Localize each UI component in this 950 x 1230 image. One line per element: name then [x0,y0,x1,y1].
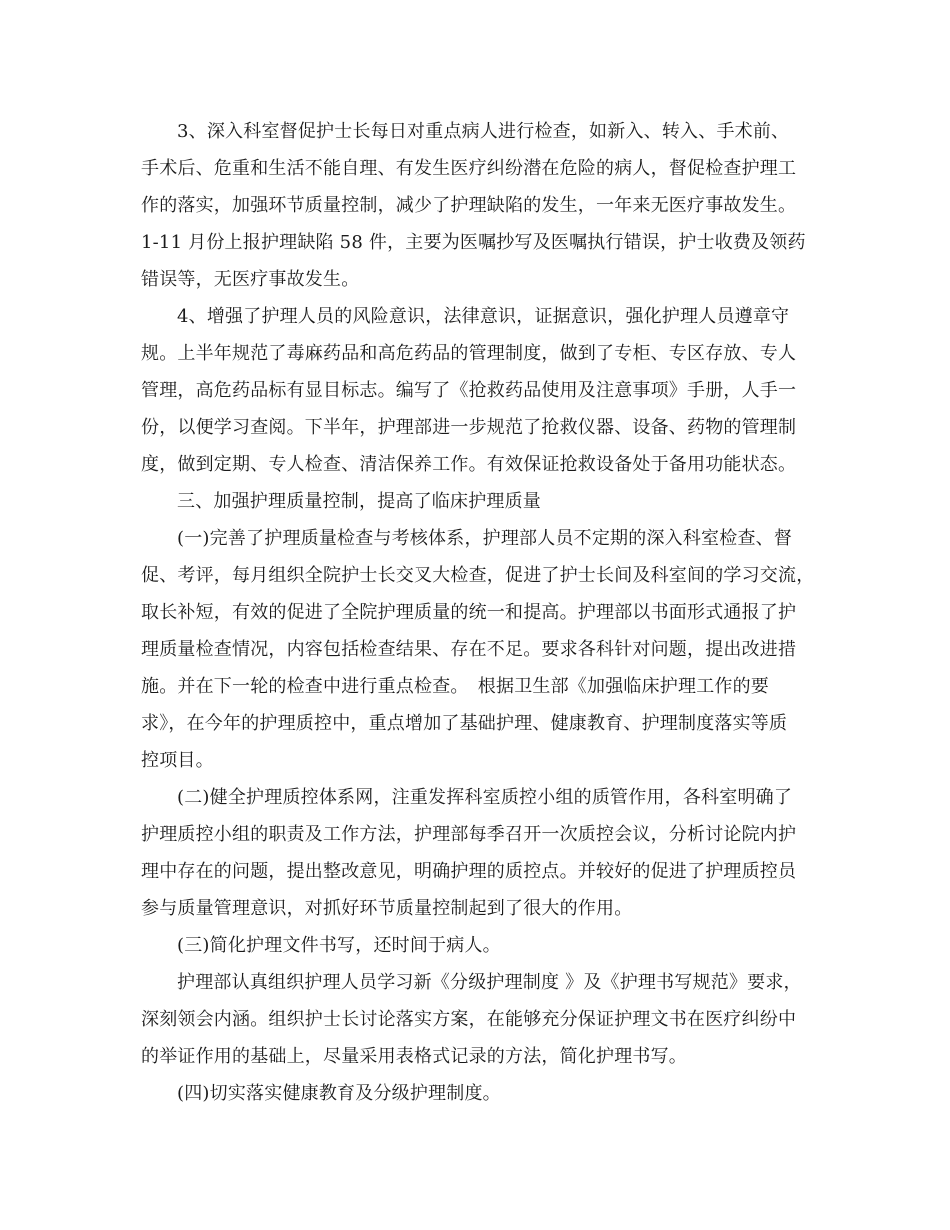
text-line: 深刻领会内涵。组织护士长讨论落实方案，在能够充分保证护理文书在医疗纠纷中 [141,1009,797,1030]
text-line: (三)简化护理文件书写，还时间于病人。 [177,935,501,956]
text-line: 4、增强了护理人员的风险意识，法律意识，证据意识，强化护理人员遵章守 [177,306,790,327]
text-line: 求》，在今年的护理质控中，重点增加了基础护理、健康教育、护理制度落实等质 [141,713,788,734]
text-line: 护理质控小组的职责及工作方法，护理部每季召开一次质控会议，分析讨论院内护 [141,824,797,845]
text-line: 错误等，无医疗事故发生。 [141,269,360,290]
text-line: 护理部认真组织护理人员学习新《分级护理制度 》及《护理书写规范》要求， [177,972,802,993]
text-line: 施。并在下一轮的检查中进行重点检查。 根据卫生部《加强临床护理工作的要 [141,676,769,697]
section-heading: 三、加强护理质量控制，提高了临床护理质量 [177,491,541,512]
text-line: 作的落实，加强环节质量控制，减少了护理缺陷的发生，一年来无医疗事故发生。 [141,195,797,216]
text-line: 取长补短，有效的促进了全院护理质量的统一和提高。护理部以书面形式通报了护 [141,602,797,623]
text-line: 参与质量管理意识，对抓好环节质量控制起到了很大的作用。 [141,898,633,919]
text-line: (二)健全护理质控体系网，注重发挥科室质控小组的质管作用，各科室明确了 [177,787,793,808]
text-line: 管理，高危药品标有显目标志。编写了《抢救药品使用及注意事项》手册，人手一 [141,380,797,401]
text-line: (一)完善了护理质量检查与考核体系，护理部人员不定期的深入科室检查、督 [177,528,793,549]
text-line: 度，做到定期、专人检查、清洁保养工作。有效保证抢救设备处于备用功能状态。 [141,454,797,475]
text-line: 控项目。 [141,750,214,771]
text-line: 份，以便学习查阅。下半年，护理部进一步规范了抢救仪器、设备、药物的管理制 [141,417,797,438]
text-line: (四)切实落实健康教育及分级护理制度。 [177,1083,501,1104]
text-line: 理中存在的问题，提出整改意见，明确护理的质控点。并较好的促进了护理质控员 [141,861,797,882]
text-line: 理质量检查情况，内容包括检查结果、存在不足。要求各科针对问题，提出改进措 [141,639,797,660]
text-line: 3、深入科室督促护士长每日对重点病人进行检查，如新入、转入、手术前、 [177,121,790,142]
text-line: 促、考评，每月组织全院护士长交叉大检查，促进了护士长间及科室间的学习交流， [141,565,815,586]
text-line: 手术后、危重和生活不能自理、有发生医疗纠纷潜在危险的病人，督促检查护理工 [141,158,797,179]
text-line: 规。上半年规范了毒麻药品和高危药品的管理制度，做到了专柜、专区存放、专人 [141,343,797,364]
text-line: 1-11 月份上报护理缺陷 58 件，主要为医嘱抄写及医嘱执行错误，护士收费及领药 [141,232,806,253]
text-line: 的举证作用的基础上，尽量采用表格式记录的方法，简化护理书写。 [141,1046,687,1067]
